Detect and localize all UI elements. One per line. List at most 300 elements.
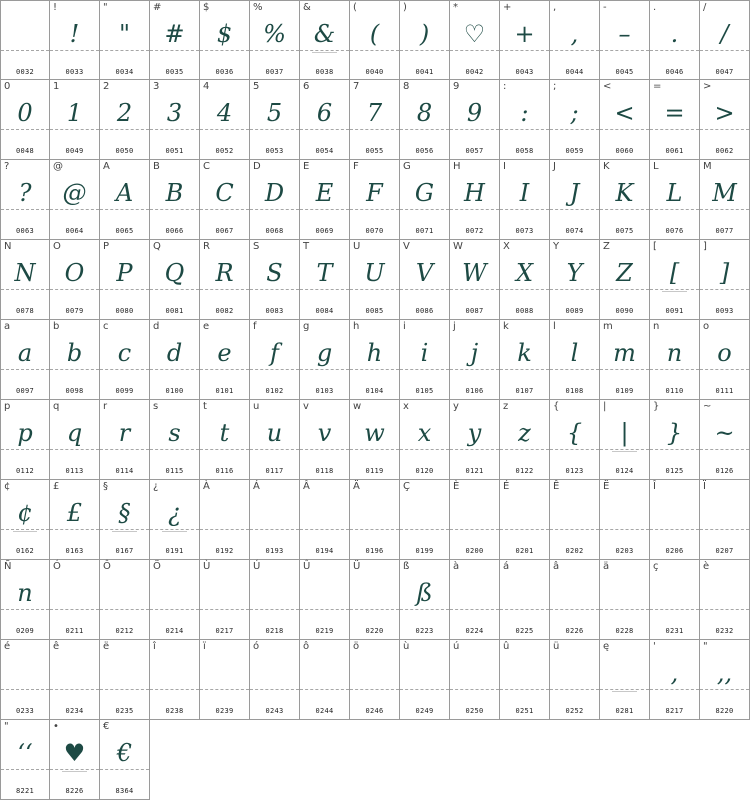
glyph-sample [150, 573, 199, 613]
character-label: à [453, 561, 460, 572]
baseline-divider [700, 369, 749, 370]
glyph-sample: 2 [116, 99, 133, 127]
code-point-label: 0112 [15, 467, 35, 475]
baseline-divider [600, 129, 649, 130]
character-label: - [603, 2, 607, 13]
character-label: Ä [353, 481, 360, 492]
glyph-underline [612, 451, 637, 452]
glyph-sample: Q [164, 259, 185, 287]
character-label: Ú [253, 561, 261, 572]
glyph-cell [50, 80, 100, 160]
code-point-label: 0067 [215, 227, 234, 235]
glyph-cell [50, 160, 100, 240]
glyph-cell [600, 0, 650, 80]
glyph-sample [400, 653, 449, 693]
code-point-label: 0077 [715, 227, 734, 235]
code-point-label: 0048 [15, 147, 35, 155]
glyph-sample [100, 653, 149, 693]
character-label: > [703, 81, 712, 92]
glyph-cell [650, 160, 700, 240]
code-point-label: 0037 [265, 68, 284, 76]
baseline-divider [50, 129, 99, 130]
character-label: b [53, 321, 60, 332]
glyph-cell [300, 320, 350, 400]
glyph-cell [650, 0, 700, 80]
baseline-divider [250, 369, 299, 370]
baseline-divider [450, 289, 499, 290]
glyph-sample [450, 493, 499, 533]
baseline-divider [600, 609, 649, 610]
character-label: á [503, 561, 510, 572]
glyph-sample: ♥ [63, 739, 86, 767]
character-label: ? [4, 161, 10, 172]
character-label: Ï [703, 481, 706, 492]
code-point-label: 0122 [515, 467, 534, 475]
character-label: t [203, 401, 207, 412]
baseline-divider [400, 689, 449, 690]
glyph-cell [50, 720, 100, 800]
glyph-cell [250, 400, 300, 480]
glyph-sample: " [118, 20, 131, 48]
glyph-underline [612, 691, 637, 692]
character-label: Î [653, 481, 656, 492]
glyph-cell [500, 400, 550, 480]
baseline-divider [100, 50, 149, 51]
glyph-sample: h [366, 339, 383, 367]
glyph-cell [650, 240, 700, 320]
glyph-sample [300, 653, 349, 693]
glyph-sample: ) [419, 20, 430, 48]
glyph-sample: A [115, 179, 134, 207]
baseline-divider [1, 449, 49, 450]
glyph-cell [100, 160, 150, 240]
glyph-cell [400, 400, 450, 480]
glyph-sample: ] [719, 259, 730, 287]
code-point-label: 0090 [615, 307, 634, 315]
baseline-divider [150, 529, 199, 530]
baseline-divider [1, 209, 49, 210]
glyph-cell [450, 640, 500, 720]
glyph-cell [0, 0, 50, 80]
character-label: ü [553, 641, 560, 652]
character-label: n [653, 321, 660, 332]
glyph-cell [50, 640, 100, 720]
code-point-label: 0167 [115, 547, 134, 555]
baseline-divider [700, 529, 749, 530]
glyph-sample: K [615, 179, 634, 207]
character-label: # [153, 2, 162, 13]
code-point-label: 0085 [365, 307, 384, 315]
baseline-divider [550, 209, 599, 210]
code-point-label: 0070 [365, 227, 384, 235]
glyph-sample: J [569, 179, 580, 207]
code-point-label: 0088 [515, 307, 534, 315]
code-point-label: 0217 [215, 627, 234, 635]
glyph-sample: & [313, 20, 336, 48]
baseline-divider [400, 129, 449, 130]
character-label: o [703, 321, 710, 332]
code-point-label: 0075 [615, 227, 634, 235]
character-label: Ô [103, 561, 111, 572]
character-label: J [553, 161, 556, 172]
glyph-cell [450, 400, 500, 480]
glyph-cell [0, 320, 50, 400]
glyph-sample: m [613, 339, 636, 367]
glyph-cell [300, 560, 350, 640]
baseline-divider [300, 689, 349, 690]
baseline-divider [50, 529, 99, 530]
glyph-sample: y [467, 419, 482, 447]
glyph-underline [112, 531, 137, 532]
glyph-sample [50, 573, 99, 613]
code-point-label: 0106 [465, 387, 484, 395]
glyph-cell [400, 80, 450, 160]
glyph-sample [1, 14, 49, 54]
baseline-divider [450, 689, 499, 690]
code-point-label: 0250 [465, 707, 484, 715]
character-label: $ [203, 2, 210, 13]
baseline-divider [100, 129, 149, 130]
glyph-cell [150, 640, 200, 720]
glyph-sample: Z [616, 259, 633, 287]
character-label: ç [653, 561, 659, 572]
glyph-cell [600, 480, 650, 560]
glyph-sample: d [166, 339, 183, 367]
character-label: ê [53, 641, 60, 652]
glyph-sample: q [66, 419, 83, 447]
character-label: + [503, 2, 512, 13]
code-point-label: 0099 [115, 387, 134, 395]
glyph-sample: Y [566, 259, 583, 287]
glyph-cell [550, 160, 600, 240]
character-label: a [4, 321, 11, 332]
glyph-cell [400, 560, 450, 640]
character-label: ù [403, 641, 410, 652]
code-point-label: 0086 [415, 307, 434, 315]
glyph-sample: D [264, 179, 285, 207]
glyph-sample [200, 653, 249, 693]
glyph-cell [200, 480, 250, 560]
code-point-label: 0078 [15, 307, 35, 315]
glyph-cell [550, 0, 600, 80]
glyph-sample: C [215, 179, 234, 207]
baseline-divider [300, 369, 349, 370]
glyph-cell [250, 0, 300, 80]
code-point-label: 0104 [365, 387, 384, 395]
glyph-sample: ; [570, 99, 579, 127]
glyph-cell [300, 240, 350, 320]
glyph-cell [50, 560, 100, 640]
baseline-divider [500, 449, 549, 450]
code-point-label: 0079 [65, 307, 84, 315]
code-point-label: 0162 [15, 547, 35, 555]
glyph-sample: k [517, 339, 532, 367]
character-label: 0 [4, 81, 11, 92]
baseline-divider [600, 449, 649, 450]
code-point-label: 0243 [265, 707, 284, 715]
baseline-divider [450, 449, 499, 450]
baseline-divider [650, 609, 699, 610]
baseline-divider [250, 209, 299, 210]
baseline-divider [650, 529, 699, 530]
glyph-sample: 5 [266, 99, 283, 127]
glyph-sample: € [116, 739, 133, 767]
glyph-sample: } [666, 419, 683, 447]
baseline-divider [450, 129, 499, 130]
character-label: Y [553, 241, 560, 252]
baseline-divider [200, 689, 249, 690]
character-label: O [53, 241, 61, 252]
character-label: . [653, 2, 657, 13]
glyph-cell [400, 320, 450, 400]
glyph-cell [600, 320, 650, 400]
glyph-sample: P [116, 259, 133, 287]
glyph-sample [600, 573, 649, 613]
code-point-label: 0202 [565, 547, 584, 555]
character-label: d [153, 321, 160, 332]
baseline-divider [650, 689, 699, 690]
glyph-sample [1, 653, 49, 693]
code-point-label: 0076 [665, 227, 684, 235]
glyph-sample: ~ [714, 419, 735, 447]
code-point-label: 0111 [715, 387, 734, 395]
glyph-sample: ß [416, 579, 433, 607]
code-point-label: 0232 [715, 627, 734, 635]
glyph-sample [250, 493, 299, 533]
code-point-label: 0126 [715, 467, 734, 475]
glyph-cell [600, 240, 650, 320]
glyph-sample: < [614, 99, 635, 127]
glyph-cell [0, 640, 50, 720]
glyph-sample [450, 653, 499, 693]
glyph-sample: , [570, 20, 579, 48]
glyph-cell [500, 480, 550, 560]
glyph-cell [50, 240, 100, 320]
character-label: " [703, 641, 708, 652]
baseline-divider [500, 369, 549, 370]
character-label: ( [353, 2, 357, 13]
glyph-sample [200, 493, 249, 533]
glyph-cell [450, 320, 500, 400]
character-label: e [203, 321, 210, 332]
glyph-cell [300, 640, 350, 720]
code-point-label: 0052 [215, 147, 234, 155]
glyph-sample: | [620, 419, 629, 447]
code-point-label: 0072 [465, 227, 484, 235]
code-point-label: 0059 [565, 147, 584, 155]
code-point-label: 0119 [365, 467, 384, 475]
character-label: s [153, 401, 159, 412]
character-label: Z [603, 241, 610, 252]
character-label: 4 [203, 81, 210, 92]
glyph-cell [0, 400, 50, 480]
character-label: è [703, 561, 710, 572]
glyph-cell [250, 320, 300, 400]
glyph-cell [450, 480, 500, 560]
character-label: p [4, 401, 11, 412]
code-point-label: 0056 [415, 147, 434, 155]
baseline-divider [1, 609, 49, 610]
glyph-cell [350, 80, 400, 160]
glyph-sample: $ [216, 20, 233, 48]
baseline-divider [50, 369, 99, 370]
glyph-sample: [ [669, 259, 680, 287]
glyph-sample [650, 573, 699, 613]
character-label: 1 [53, 81, 60, 92]
glyph-cell [200, 640, 250, 720]
character-label: U [353, 241, 361, 252]
glyph-cell [600, 400, 650, 480]
baseline-divider [100, 209, 149, 210]
baseline-divider [100, 609, 149, 610]
character-label: 2 [103, 81, 110, 92]
baseline-divider [150, 209, 199, 210]
glyph-sample [350, 573, 399, 613]
glyph-cell [200, 240, 250, 320]
glyph-cell [600, 640, 650, 720]
glyph-cell [500, 80, 550, 160]
character-label: q [53, 401, 60, 412]
glyph-cell [0, 240, 50, 320]
glyph-cell [0, 80, 50, 160]
baseline-divider [550, 289, 599, 290]
glyph-underline [312, 52, 337, 53]
glyph-cell [450, 80, 500, 160]
glyph-cell [0, 160, 50, 240]
glyph-sample [500, 653, 549, 693]
baseline-divider [350, 529, 399, 530]
baseline-divider [50, 769, 99, 770]
character-label: É [503, 481, 510, 492]
glyph-cell [550, 80, 600, 160]
glyph-sample: + [514, 20, 535, 48]
glyph-cell [300, 480, 350, 560]
code-point-label: 0211 [65, 627, 84, 635]
glyph-sample [200, 573, 249, 613]
glyph-cell [0, 480, 50, 560]
baseline-divider [200, 529, 249, 530]
glyph-sample [550, 653, 599, 693]
baseline-divider [650, 449, 699, 450]
glyph-cell [700, 640, 750, 720]
character-label: " [4, 721, 9, 732]
glyph-cell [500, 0, 550, 80]
code-point-label: 0228 [615, 627, 634, 635]
glyph-sample [550, 573, 599, 613]
baseline-divider [550, 129, 599, 130]
code-point-label: 0036 [215, 68, 234, 76]
code-point-label: 0107 [515, 387, 534, 395]
code-point-label: 0101 [215, 387, 234, 395]
glyph-cell [250, 560, 300, 640]
glyph-sample: ? [18, 179, 32, 207]
code-point-label: 0100 [165, 387, 184, 395]
character-label: u [253, 401, 260, 412]
baseline-divider [200, 50, 249, 51]
baseline-divider [400, 50, 449, 51]
glyph-sample: § [118, 499, 131, 527]
code-point-label: 0239 [215, 707, 234, 715]
character-label: , [553, 2, 557, 13]
glyph-sample: 6 [316, 99, 333, 127]
glyph-sample: ¿ [168, 499, 181, 527]
code-point-label: 0193 [265, 547, 284, 555]
code-point-label: 0231 [665, 627, 684, 635]
glyph-cell [150, 560, 200, 640]
code-point-label: 0203 [615, 547, 634, 555]
baseline-divider [1, 689, 49, 690]
glyph-cell [550, 560, 600, 640]
glyph-cell [250, 480, 300, 560]
code-point-label: 0246 [365, 707, 384, 715]
character-label: C [203, 161, 210, 172]
character-label: N [4, 241, 12, 252]
character-label: @ [53, 161, 63, 172]
character-label: 6 [303, 81, 310, 92]
glyph-cell [150, 320, 200, 400]
code-point-label: 0042 [465, 68, 484, 76]
glyph-sample: j [470, 339, 479, 367]
code-point-label: 0163 [65, 547, 84, 555]
character-label: V [403, 241, 410, 252]
code-point-label: 0049 [65, 147, 84, 155]
code-point-label: 0063 [15, 227, 35, 235]
code-point-label: 0114 [115, 467, 134, 475]
character-label: { [553, 401, 560, 412]
glyph-cell [350, 560, 400, 640]
glyph-sample: B [165, 179, 184, 207]
code-point-label: 0066 [165, 227, 184, 235]
character-label: h [353, 321, 360, 332]
baseline-divider [400, 369, 449, 370]
glyph-sample: W [462, 259, 487, 287]
glyph-cell [650, 560, 700, 640]
character-label: ) [403, 2, 407, 13]
glyph-sample: £ [66, 499, 83, 527]
code-point-label: 0196 [365, 547, 384, 555]
glyph-sample: = [664, 99, 685, 127]
glyph-sample: G [414, 179, 435, 207]
baseline-divider [650, 289, 699, 290]
character-label: l [553, 321, 556, 332]
baseline-divider [550, 449, 599, 450]
glyph-cell [650, 480, 700, 560]
glyph-cell [550, 240, 600, 320]
baseline-divider [350, 209, 399, 210]
baseline-divider [400, 529, 449, 530]
code-point-label: 0033 [65, 68, 84, 76]
glyph-sample [600, 653, 649, 693]
glyph-cell [400, 640, 450, 720]
glyph-cell [350, 480, 400, 560]
glyph-sample: V [415, 259, 434, 287]
character-label: % [253, 2, 263, 13]
code-point-label: 0238 [165, 707, 184, 715]
character-label: = [653, 81, 662, 92]
character-label: K [603, 161, 610, 172]
code-point-label: 0081 [165, 307, 184, 315]
baseline-divider [100, 529, 149, 530]
baseline-divider [300, 449, 349, 450]
glyph-sample: O [64, 259, 85, 287]
character-label: H [453, 161, 461, 172]
baseline-divider [650, 129, 699, 130]
glyph-cell [100, 80, 150, 160]
code-point-label: 0218 [265, 627, 284, 635]
glyph-cell [300, 400, 350, 480]
glyph-cell [350, 0, 400, 80]
character-label: & [303, 2, 311, 13]
